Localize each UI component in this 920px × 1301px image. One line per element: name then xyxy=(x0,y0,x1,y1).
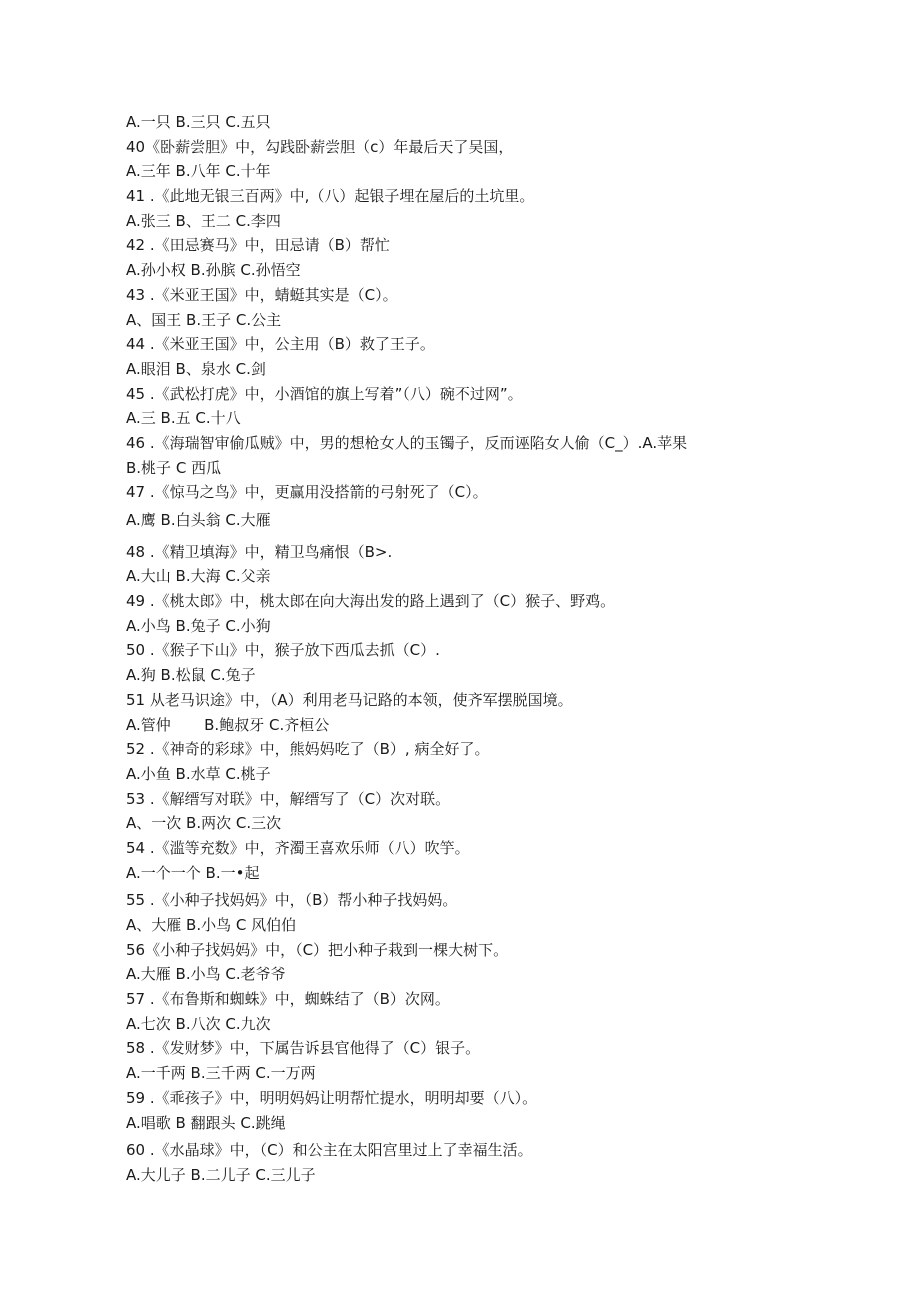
option-line-49: A.小鸟 B.兔子 C.小狗 xyxy=(126,616,271,635)
question-59: 59 .《乖孩子》中，明明妈妈让明帮忙提水，明明却要（八）。 xyxy=(126,1088,538,1107)
question-54: 54 .《滥等充数》中，齐濁王喜欢乐师（八）吹竽。 xyxy=(126,838,470,857)
option-line-58: A.一千两 B.三千两 C.一万两 xyxy=(126,1064,316,1083)
option-line-39: A.一只 B.三只 C.五只 xyxy=(126,113,271,131)
question-48: 48 .《精卫填海》中，精卫鸟痛恨（B>. xyxy=(126,542,393,561)
option-line-44: A.眼泪 B、泉水 C.剑 xyxy=(126,359,266,378)
option-line-42: A.孙小权 B.孙膑 C.孙悟空 xyxy=(126,261,301,280)
option-line-41: A.张三 B、王二 C.李四 xyxy=(126,211,281,230)
question-50: 50 .《猴子下山》中，猴子放下西瓜去抓（C）. xyxy=(126,641,440,660)
option-line-59: A.唱歌 B 翻跟头 C.跳绳 xyxy=(126,1113,286,1132)
option-line-46: B.桃子 C 西瓜 xyxy=(126,458,222,477)
option-line-43: A、国王 B.王子 C.公主 xyxy=(126,310,282,329)
question-46: 46 .《海瑞智审偷瓜贼》中，男的想枪女人的玉镯子，反而诬陷女人偷（C_）.A.苹果 xyxy=(126,433,688,452)
question-60: 60 .《水晶球》中，（C）和公主在太阳宫里过上了幸福生活。 xyxy=(126,1141,533,1160)
option-line-57: A.七次 B.八次 C.九次 xyxy=(126,1014,271,1033)
option-line-56: A.大雁 B.小鸟 C.老爷爷 xyxy=(126,965,286,984)
question-49: 49 .《桃太郎》中，桃太郎在向大海出发的路上遇到了（C）猴子、野鸡。 xyxy=(126,592,616,611)
question-45: 45 .《武松打虎》中，小酒馆的旗上写着”（八）碗不过网”。 xyxy=(126,384,523,403)
option-line-47: A.鹰 B.白头翁 C.大雁 xyxy=(126,511,271,529)
question-57: 57 .《布鲁斯和蜘蛛》中，蜘蛛结了（B）次网。 xyxy=(126,990,450,1009)
question-40: 40《卧薪尝胆》中，勾践卧薪尝胆（c）年最后天了吴国， xyxy=(126,137,514,156)
question-43: 43 .《米亚王国》中，蜻蜓其实是（C）。 xyxy=(126,285,398,304)
option-line-54: A.一个一个 B.一•起 xyxy=(126,863,260,882)
option-line-40: A.三年 B.八年 C.十年 xyxy=(126,162,271,181)
question-58: 58 .《发财梦》中，下属告诉县官他得了（C）银子。 xyxy=(126,1039,481,1058)
option-line-48: A.大山 B.大海 C.父亲 xyxy=(126,567,271,586)
question-42: 42 .《田忌赛马》中，田忌请（B）帮忙 xyxy=(126,236,390,255)
option-line-60: A.大儿子 B.二儿子 C.三儿子 xyxy=(126,1165,316,1184)
question-53: 53 .《解缙写对联》中，解缙写了（C）次对联。 xyxy=(126,789,451,808)
question-47: 47 .《惊马之鸟》中，更赢用没搭箭的弓射死了（C）。 xyxy=(126,483,488,502)
option-line-50: A.狗 B.松鼠 C.兔子 xyxy=(126,666,256,685)
document-body xyxy=(126,110,806,1188)
question-44: 44 .《米亚王国》中，公主用（B）救了王子。 xyxy=(126,335,435,354)
question-51: 51 从老马识途》中，（A）利用老马记路的本领，使齐军摆脱国境。 xyxy=(126,690,573,709)
option-line-53: A、一次 B.两次 C.三次 xyxy=(126,814,282,833)
option-line-51: A.管仲 B.鲍叔牙 C.齐桓公 xyxy=(126,715,330,734)
question-52: 52 .《神奇的彩球》中，熊妈妈吃了（B）, 病全好了。 xyxy=(126,740,490,759)
question-55: 55 .《小种子找妈妈》中，（B）帮小种子找妈妈。 xyxy=(126,891,458,910)
option-line-45: A.三 B.五 C.十八 xyxy=(126,409,241,428)
option-line-55: A、大雁 B.小鸟 C 风伯伯 xyxy=(126,916,297,934)
question-56: 56《小种子找妈妈》中，（C）把小种子栽到一棵大树下。 xyxy=(126,940,509,959)
option-line-52: A.小鱼 B.水草 C.桃子 xyxy=(126,764,271,783)
question-41: 41 .《此地无银三百两》中,（八）起银子埋在屋后的土坑里。 xyxy=(126,187,535,206)
